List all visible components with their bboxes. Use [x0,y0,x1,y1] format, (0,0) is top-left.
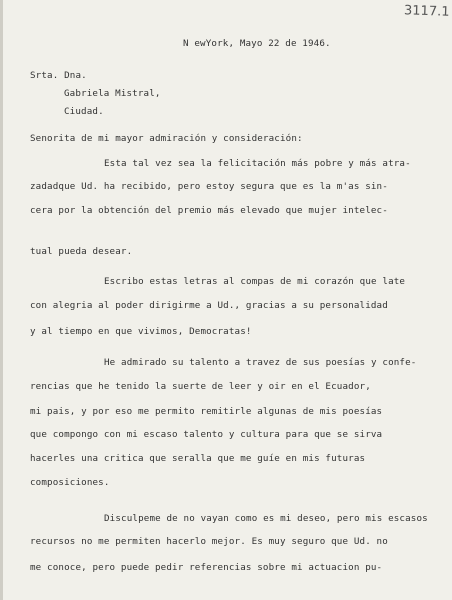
archive-reference-number: 3117.1 [403,3,450,20]
recipient-line: Srta. Dna. [30,70,87,81]
body-line: composiciones. [30,477,110,488]
body-line: Disculpeme de no vayan como es mi deseo, pero mis escasos [104,513,428,524]
recipient-line: Ciudad. [64,106,104,117]
place-date: N ewYork, Mayo 22 de 1946. [183,38,331,49]
body-line: rencias que he tenido la suerte de leer y oir en el Ecuador, [30,381,371,392]
body-line: zadadque Ud. ha recibido, pero estoy segura que es la m'as sin- [30,181,388,192]
salutation: Senorita de mi mayor admiración y consideración: [30,133,303,144]
page-edge [0,0,3,600]
recipient-line: Gabriela Mistral, [64,88,161,99]
body-line: Esta tal vez sea la felicitación más pobre y más atra- [104,158,411,169]
body-line: Escribo estas letras al compas de mi corazón que late [104,276,406,287]
body-line: cera por la obtención del premio más elevado que mujer intelec- [30,205,388,216]
body-line: He admirado su talento a travez de sus poesías y confe- [104,357,417,368]
body-line: mi pais, y por eso me permito remitirle algunas de mis poesías [30,406,383,417]
body-line: recursos no me permiten hacerlo mejor. Es muy seguro que Ud. no [30,536,388,547]
body-line: que compongo con mi escaso talento y cultura para que se sirva [30,429,383,440]
body-line: me conoce, pero puede pedir referencias sobre mi actuacion pu- [30,562,383,573]
body-line: y al tiempo en que vivimos, Democratas! [30,326,252,337]
body-line: hacerles una critica que seralla que me guíe en mis futuras [30,453,366,464]
body-line: tual pueda desear. [30,246,133,257]
body-line: con alegria al poder dirigirme a Ud., gracias a su personalidad [30,300,388,311]
